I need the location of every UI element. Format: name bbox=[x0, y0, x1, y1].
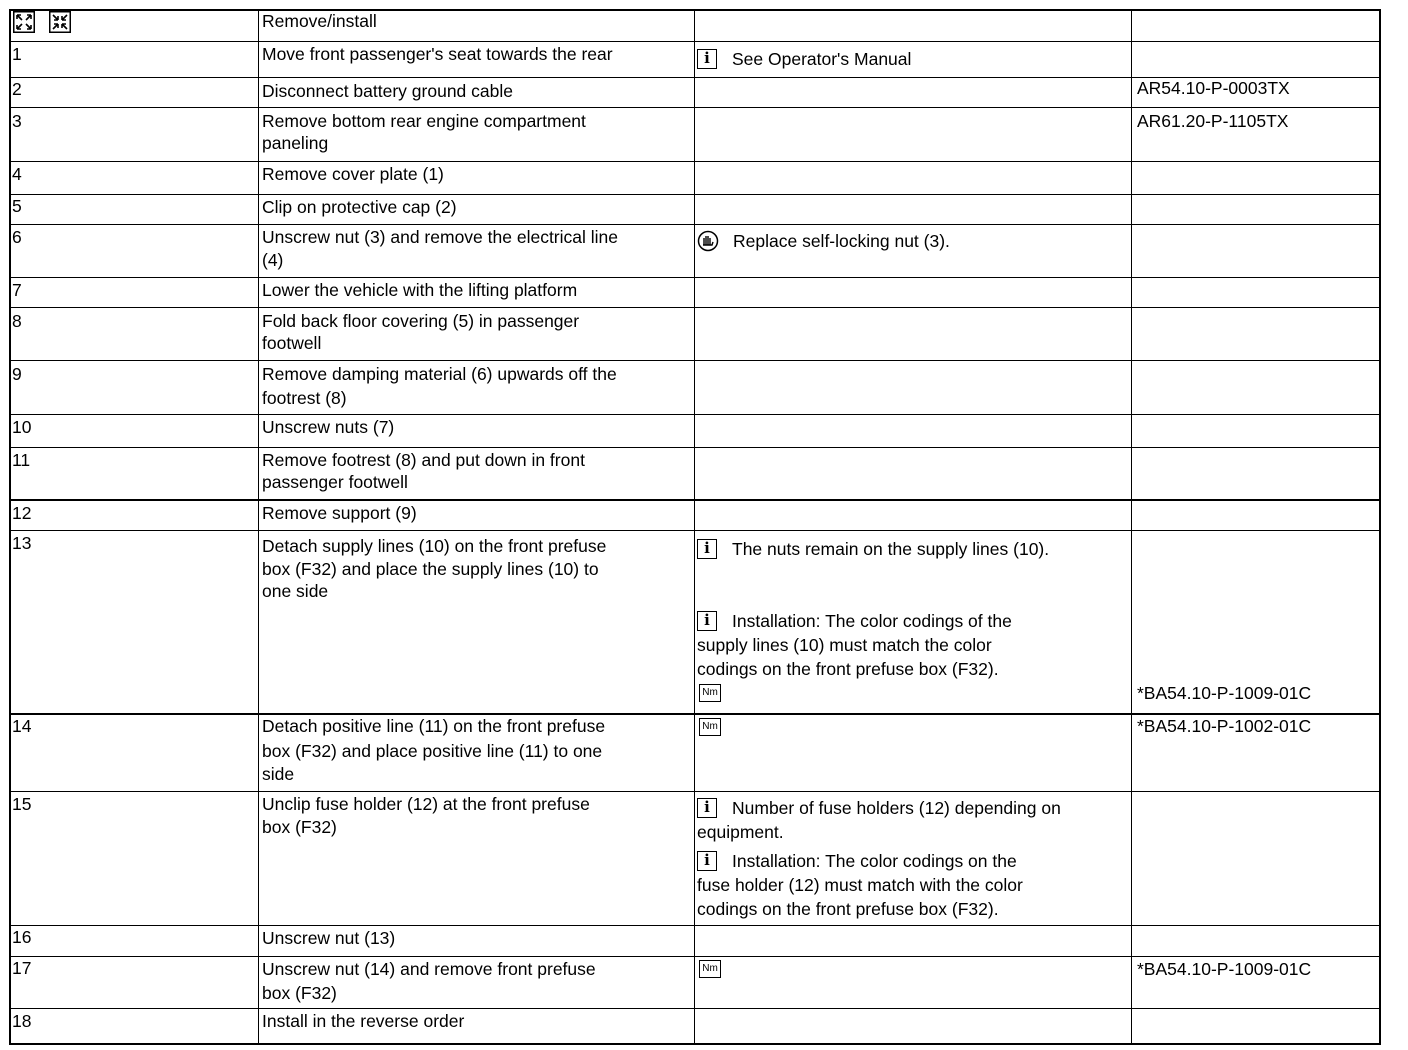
step-number: 17 bbox=[12, 958, 32, 978]
step-number: 18 bbox=[12, 1011, 32, 1031]
step-number: 11 bbox=[12, 450, 31, 470]
step-number: 7 bbox=[12, 280, 22, 300]
collapse-arrows-icon[interactable] bbox=[49, 11, 71, 33]
step-number: 3 bbox=[12, 111, 22, 131]
note-color-codings-supply: i Installation: The color codings of the supply lines (10) must match the color codings on the front prefuse box (F32). bbox=[697, 611, 1012, 679]
procedure-table bbox=[9, 9, 1381, 1045]
step-number: 6 bbox=[12, 227, 22, 247]
step-number: 5 bbox=[12, 196, 22, 216]
step-action: box (F32) and place the supply lines (10) to bbox=[262, 559, 599, 579]
step-number: 4 bbox=[12, 164, 22, 184]
header-title: Remove/install bbox=[262, 11, 377, 31]
step-number: 8 bbox=[12, 311, 22, 331]
note-color-codings-fuse: i Installation: The color codings on the fuse holder (12) must match with the color codings on the front prefuse box (F32). bbox=[697, 851, 1023, 919]
step-reference[interactable]: *BA54.10-P-1009-01C bbox=[1137, 683, 1312, 703]
info-icon: i bbox=[697, 851, 717, 871]
step-action: Unscrew nut (13) bbox=[262, 928, 396, 948]
step-action: box (F32) bbox=[262, 817, 337, 837]
info-icon: i bbox=[697, 611, 717, 631]
step-number: 12 bbox=[12, 503, 32, 523]
step-action: Clip on protective cap (2) bbox=[262, 197, 457, 217]
step-action: Remove bottom rear engine compartment bbox=[262, 111, 586, 131]
step-action: side bbox=[262, 764, 295, 784]
step-number: 2 bbox=[12, 79, 22, 99]
step-action: Remove footrest (8) and put down in front bbox=[262, 450, 585, 470]
info-icon: i bbox=[697, 539, 717, 559]
step-action: box (F32) and place positive line (11) to one bbox=[262, 741, 603, 761]
step-action: Detach supply lines (10) on the front prefuse bbox=[262, 536, 607, 556]
step-action: Unscrew nut (3) and remove the electrical line bbox=[262, 227, 618, 247]
step-number: 10 bbox=[12, 417, 32, 437]
torque-nm-icon[interactable]: Nm bbox=[699, 960, 721, 978]
note-nuts-remain: i The nuts remain on the supply lines (10). bbox=[697, 535, 1049, 561]
step-action: Detach positive line (11) on the front prefuse bbox=[262, 716, 606, 736]
step-number: 1 bbox=[12, 44, 22, 64]
step-number: 15 bbox=[12, 794, 32, 814]
step-action: passenger footwell bbox=[262, 472, 408, 492]
step-action: Fold back floor covering (5) in passenger bbox=[262, 311, 580, 331]
step-reference[interactable]: *BA54.10-P-1002-01C bbox=[1137, 716, 1312, 736]
note-fuse-holder-count: i Number of fuse holders (12) depending on equipment. bbox=[697, 798, 1061, 842]
step-action: Unclip fuse holder (12) at the front prefuse bbox=[262, 794, 590, 814]
torque-nm-icon[interactable]: Nm bbox=[699, 718, 721, 736]
step-action: footwell bbox=[262, 333, 322, 353]
step-reference[interactable]: *BA54.10-P-1009-01C bbox=[1137, 959, 1312, 979]
step-action: Remove cover plate (1) bbox=[262, 164, 444, 184]
step-number: 14 bbox=[12, 716, 32, 736]
step-action: Disconnect battery ground cable bbox=[262, 81, 513, 101]
step-action: one side bbox=[262, 581, 329, 601]
info-icon: i bbox=[697, 49, 717, 69]
step-number: 13 bbox=[12, 533, 32, 553]
step-number: 16 bbox=[12, 927, 32, 947]
step-action: paneling bbox=[262, 133, 329, 153]
step-action: Move front passenger's seat towards the rear bbox=[262, 44, 613, 64]
expand-arrows-icon[interactable] bbox=[13, 11, 35, 33]
step-number: 9 bbox=[12, 364, 22, 384]
step-action: Lower the vehicle with the lifting platform bbox=[262, 280, 578, 300]
note-replace-nut: Replace self-locking nut (3). bbox=[697, 229, 950, 258]
step-action: (4) bbox=[262, 250, 284, 270]
step-action: footrest (8) bbox=[262, 388, 347, 408]
note-operator-manual: i See Operator's Manual bbox=[697, 45, 911, 71]
step-action: Unscrew nut (14) and remove front prefuse bbox=[262, 959, 596, 979]
step-action: box (F32) bbox=[262, 983, 337, 1003]
step-action: Install in the reverse order bbox=[262, 1011, 465, 1031]
step-action: Remove damping material (6) upwards off the bbox=[262, 364, 617, 384]
info-icon: i bbox=[697, 798, 717, 818]
step-action: Unscrew nuts (7) bbox=[262, 417, 395, 437]
step-reference[interactable]: AR61.20-P-1105TX bbox=[1137, 111, 1289, 131]
step-action: Remove support (9) bbox=[262, 503, 417, 523]
step-reference[interactable]: AR54.10-P-0003TX bbox=[1137, 78, 1290, 98]
warning-hand-icon bbox=[697, 230, 719, 252]
torque-nm-icon[interactable]: Nm bbox=[699, 684, 721, 702]
